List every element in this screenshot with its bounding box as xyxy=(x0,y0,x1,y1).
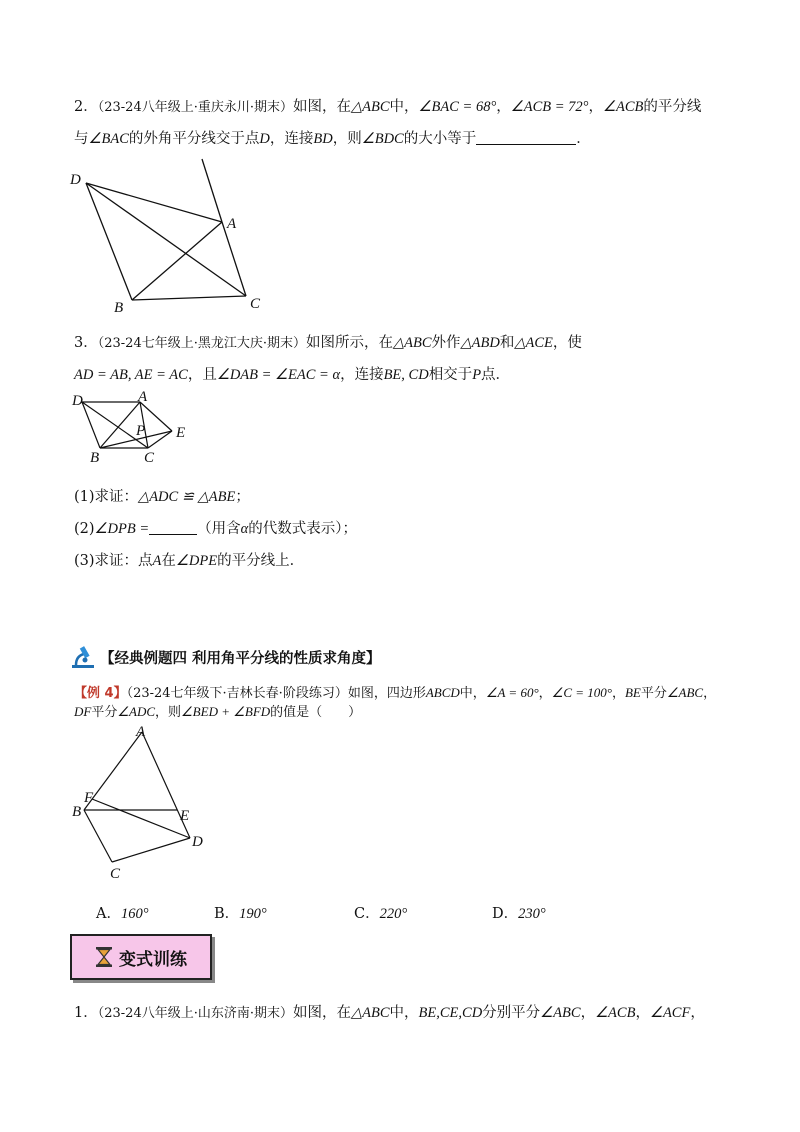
option-c[interactable]: C．220° xyxy=(354,906,408,922)
seg-ab xyxy=(100,402,140,448)
label-f: F xyxy=(84,790,94,806)
q3-sub-2: (2)∠DPB = （用含α的代数式表示）； xyxy=(74,521,358,537)
v1-line-1: 1．（23-24八年级上·山东济南·期末）如图，在△ABC中，BE,CE,CD分别平分∠ABC，∠ACB，∠ACF， xyxy=(74,1005,705,1021)
label-c: C xyxy=(110,866,121,882)
label-c: C xyxy=(144,450,155,466)
answer-blank[interactable] xyxy=(149,520,197,535)
q2-line-2: 与∠BAC的外角平分线交于点D，连接BD，则∠BDC的大小等于 ． xyxy=(74,131,591,147)
seg-da xyxy=(86,183,222,222)
label-b: B xyxy=(72,804,82,820)
option-d[interactable]: D．230° xyxy=(492,906,546,922)
seg-db xyxy=(86,183,132,300)
label-a: A xyxy=(136,724,146,740)
q2-line-1: 2．（23-24八年级上·重庆永川·期末）如图，在△ABC中，∠BAC = 68°，∠ACB = 72°，∠ACB的平分线 xyxy=(74,99,702,115)
seg-ac xyxy=(222,222,246,296)
answer-blank[interactable] xyxy=(476,130,576,145)
label-b: B xyxy=(90,450,100,466)
label-a: A xyxy=(227,216,237,232)
q2-figure xyxy=(66,156,286,316)
section-heading: 【经典例题四 利用角平分线的性质求角度】 xyxy=(70,644,381,670)
label-c: C xyxy=(250,296,261,312)
seg-bc xyxy=(84,810,112,862)
ray-a xyxy=(202,159,222,222)
label-a: A xyxy=(138,390,148,405)
label-b: B xyxy=(114,300,124,316)
option-b[interactable]: B．190° xyxy=(214,906,267,922)
variant-training-badge: 变式训练 xyxy=(70,934,212,980)
example-4-text: 【例 4】（23-24七年级下·吉林长春·阶段练习）如图，四边形ABCD中，∠A = 60°，∠C = 100°，BE平分∠ABC， DF平分∠ADC，则∠BED + ∠BFD的值是（ ） xyxy=(74,685,717,720)
hourglass-icon xyxy=(95,946,113,968)
label-e: E xyxy=(176,425,186,441)
example-4-figure xyxy=(66,722,226,886)
q3-line-1: 3．（23-24七年级上·黑龙江大庆·期末）如图所示，在△ABC外作△ABD和△ACE，使 xyxy=(74,335,582,351)
label-d: D xyxy=(72,393,83,409)
option-a[interactable]: A．160° xyxy=(96,906,149,922)
label-d: D xyxy=(70,172,81,188)
q3-sub-3: (3)求证：点A在∠DPE的平分线上． xyxy=(74,553,305,569)
microscope-icon xyxy=(70,644,96,670)
seg-ba xyxy=(132,222,222,300)
label-e: E xyxy=(180,808,190,824)
q3-line-2: AD = AB, AE = AC，且∠DAB = ∠EAC = α，连接BE, CD相交于P点． xyxy=(74,367,511,383)
seg-dc xyxy=(86,183,246,296)
seg-cd xyxy=(112,838,190,862)
label-p: P xyxy=(136,423,146,439)
q3-sub-1: (1)求证：△ADC ≌ △ABE； xyxy=(74,489,250,505)
label-d: D xyxy=(192,834,203,850)
seg-bc xyxy=(132,296,246,300)
q3-figure xyxy=(66,390,206,466)
